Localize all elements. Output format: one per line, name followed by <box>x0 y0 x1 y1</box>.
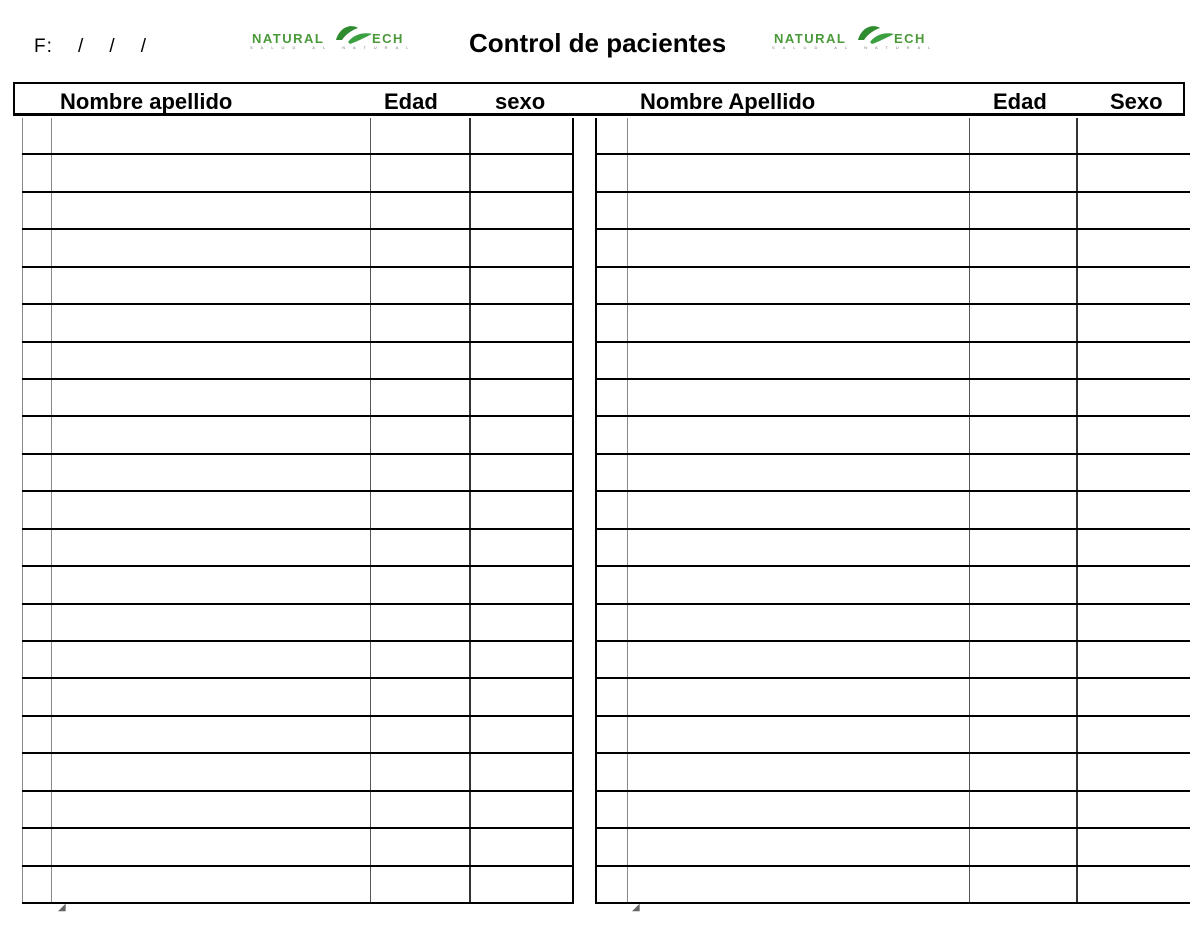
table-row[interactable] <box>22 642 572 679</box>
table-row[interactable] <box>22 867 572 904</box>
table-row[interactable] <box>597 829 1190 866</box>
natural-tech-logo-left <box>240 22 466 50</box>
table-row[interactable] <box>22 305 572 342</box>
table-row[interactable] <box>22 567 572 604</box>
table-row[interactable] <box>597 754 1190 791</box>
svg-text:SALUD AL NATURAL: SALUD AL NATURAL <box>250 45 417 50</box>
table-row[interactable] <box>22 155 572 192</box>
table-header <box>13 82 1185 116</box>
header-name-left: Nombre apellido <box>60 89 233 114</box>
svg-text:SALUD AL NATURAL: SALUD AL NATURAL <box>772 45 939 50</box>
header-age-left: Edad <box>384 89 438 114</box>
table-row[interactable] <box>22 754 572 791</box>
corner-mark: ◢ <box>58 902 66 913</box>
table-row[interactable] <box>597 343 1190 380</box>
table-row[interactable] <box>597 155 1190 192</box>
page-title: Control de pacientes <box>469 28 727 58</box>
table-row[interactable] <box>22 717 572 754</box>
table-row[interactable] <box>597 492 1190 529</box>
header-age-right: Edad <box>993 89 1047 114</box>
table-row[interactable] <box>597 642 1190 679</box>
table-row[interactable] <box>597 867 1190 904</box>
table-row[interactable] <box>597 567 1190 604</box>
header-sex-left: sexo <box>495 89 546 114</box>
table-row[interactable] <box>22 605 572 642</box>
table-row[interactable] <box>597 380 1190 417</box>
header-name-right: Nombre Apellido <box>640 89 816 114</box>
table-row[interactable] <box>22 530 572 567</box>
table-row[interactable] <box>597 530 1190 567</box>
table-row[interactable] <box>22 193 572 230</box>
patient-table-right <box>595 118 1190 904</box>
table-row[interactable] <box>22 118 572 155</box>
table-row[interactable] <box>22 230 572 267</box>
table-row[interactable] <box>22 417 572 454</box>
table-row[interactable] <box>597 268 1190 305</box>
table-row[interactable] <box>22 792 572 829</box>
patient-table-left <box>22 118 574 904</box>
corner-mark: ◢ <box>632 902 640 913</box>
table-row[interactable] <box>597 455 1190 492</box>
table-row[interactable] <box>597 717 1190 754</box>
table-row[interactable] <box>22 679 572 716</box>
table-row[interactable] <box>597 792 1190 829</box>
svg-text:NATURAL: NATURAL <box>252 31 325 46</box>
table-row[interactable] <box>597 305 1190 342</box>
table-row[interactable] <box>22 380 572 417</box>
svg-text:ECH: ECH <box>372 31 404 46</box>
table-row[interactable] <box>597 118 1190 155</box>
table-row[interactable] <box>22 492 572 529</box>
table-row[interactable] <box>597 679 1190 716</box>
svg-text:NATURAL: NATURAL <box>774 31 847 46</box>
table-row[interactable] <box>22 268 572 305</box>
table-row[interactable] <box>597 605 1190 642</box>
table-row[interactable] <box>597 193 1190 230</box>
table-row[interactable] <box>22 455 572 492</box>
table-row[interactable] <box>22 829 572 866</box>
table-row[interactable] <box>597 417 1190 454</box>
natural-tech-logo-right <box>762 22 988 50</box>
header-sex-right: Sexo <box>1110 89 1163 114</box>
svg-text:ECH: ECH <box>894 31 926 46</box>
date-field: F: / / / <box>34 36 148 57</box>
table-row[interactable] <box>597 230 1190 267</box>
table-row[interactable] <box>22 343 572 380</box>
